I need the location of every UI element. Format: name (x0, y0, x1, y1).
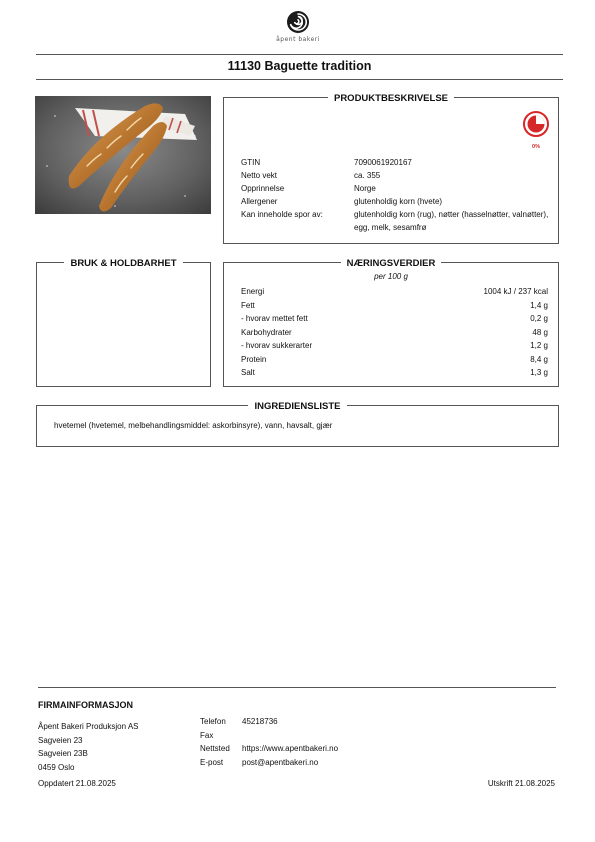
address-line: 0459 Oslo (38, 762, 75, 772)
percent-label: 0% (532, 144, 540, 150)
ingredients-text: hvetemel (hvetemel, melbehandlingsmiddel: askorbinsyre), vann, havsalt, gjær (54, 421, 333, 430)
company-contacts (200, 715, 338, 769)
website-link[interactable]: https://www.apentbakeri.no (242, 744, 339, 753)
nutrition-per: per 100 g (374, 272, 408, 281)
updated-date: Oppdatert 21.08.2025 (38, 779, 116, 788)
company-address (38, 720, 139, 774)
address-line: Sagveien 23B (38, 749, 88, 758)
nutrition-row: Salt 1,3 g (241, 368, 548, 377)
usage-box (36, 258, 211, 387)
nutrition-row: - hvorav sukkerarter 1,2 g (241, 341, 548, 350)
nutrition-heading: NÆRINGSVERDIER (341, 258, 442, 269)
nutrition-row: Protein 8,4 g (241, 354, 548, 364)
field-origin: Opprinnelse Norge (241, 184, 376, 193)
email-link[interactable]: post@apentbakeri.no (242, 757, 319, 767)
printed-date: Utskrift 21.08.2025 (487, 779, 555, 788)
contact-website: Nettsted https://www.apentbakeri.no (200, 742, 338, 756)
company-rule (38, 687, 556, 688)
field-allergens: Allergener glutenholdig korn (hvete) (241, 197, 443, 206)
contact-phone: Telefon 45218736 (200, 717, 278, 726)
title-rule (36, 79, 563, 80)
company-heading: FIRMAINFORMASJON (38, 700, 133, 710)
ingredients-heading: INGREDIENSLISTE (248, 401, 346, 412)
nutrition-row: - hvorav mettet fett 0,2 g (241, 314, 548, 323)
baguette-photo (35, 96, 211, 214)
logo-wordmark: åpent bakeri (276, 36, 320, 43)
product-description-heading: PRODUKTBESKRIVELSE (328, 93, 454, 104)
percent-indicator (521, 110, 551, 150)
company-name: Åpent Bakeri Produksjon AS (38, 722, 139, 731)
nutrition-row: Karbohydrater 48 g (241, 327, 548, 337)
swirl-logo-icon (286, 10, 310, 34)
nutrition-table (241, 285, 548, 380)
nutrition-row: Fett 1,4 g (241, 300, 548, 310)
nutrition-row: Energi 1004 kJ / 237 kcal (241, 287, 548, 296)
product-title: 11130 Baguette tradition (227, 59, 372, 73)
contact-fax: Fax (200, 730, 214, 740)
percent-pie-icon (522, 110, 550, 138)
company-logo (270, 10, 326, 52)
address-line: Sagveien 23 (38, 735, 83, 745)
field-may-contain: Kan inneholde spor av: glutenholdig korn (rug), nøtter (hasselnøtter, valnøtter), egg, melk, sesamfrø (241, 210, 549, 232)
product-fields (241, 156, 551, 234)
contact-email: E-post post@apentbakeri.no (200, 756, 338, 770)
baguette-image (35, 96, 211, 214)
usage-heading: BRUK & HOLDBARHET (64, 258, 182, 269)
field-gtin: GTIN 7090061920167 (241, 158, 412, 167)
field-net-weight: Netto vekt ca. 355 (241, 171, 381, 180)
top-rule (36, 54, 563, 55)
